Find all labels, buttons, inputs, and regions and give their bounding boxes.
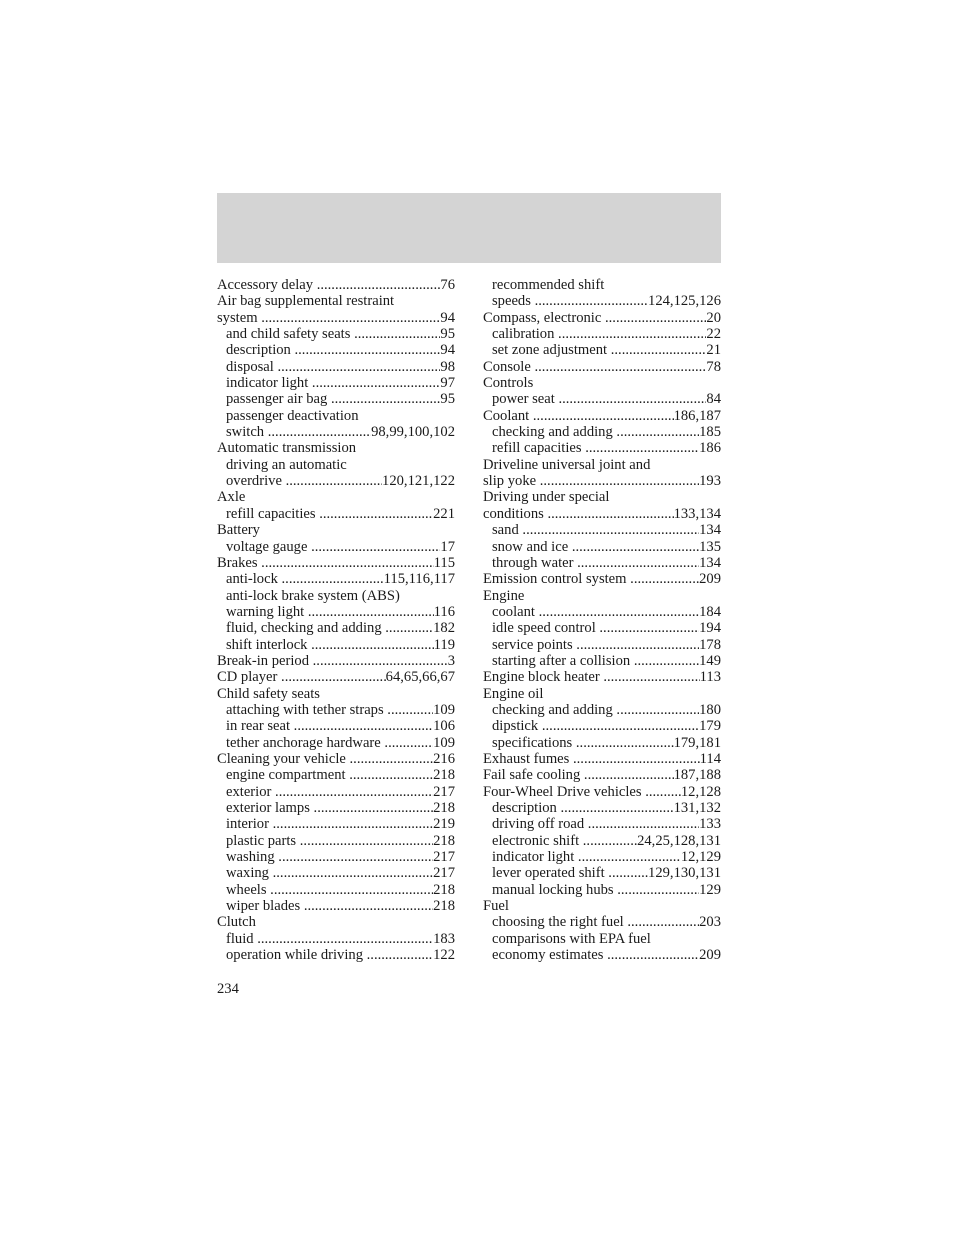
index-term: anti-lock ..... <box>226 571 384 587</box>
index-entry <box>217 669 455 685</box>
page-reference: 133 <box>699 816 721 833</box>
index-term: in rear seat ..... <box>226 718 433 734</box>
page-reference: 115 <box>433 554 455 571</box>
page-reference: 182 <box>433 620 455 637</box>
index-entry <box>483 784 721 800</box>
page-reference: 12,129 <box>680 849 721 866</box>
page-reference: 218 <box>433 881 455 898</box>
index-term: exterior ..... <box>226 784 433 800</box>
index-term: specifications ..... <box>492 735 674 751</box>
index-term: electronic shift ..... <box>492 833 637 849</box>
index-subentry <box>217 571 455 587</box>
index-subentry <box>217 408 455 424</box>
page-reference: 185 <box>699 424 721 441</box>
index-term: speeds ..... <box>492 293 648 309</box>
page-reference: 20 <box>706 309 721 326</box>
index-term: Engine oil <box>483 685 544 702</box>
index-subentry <box>483 914 721 930</box>
index-subentry <box>217 457 455 473</box>
index-subentry <box>217 833 455 849</box>
index-entry <box>483 506 721 522</box>
index-subentry <box>483 816 721 832</box>
index-subentry <box>483 522 721 538</box>
index-term: Driving under special <box>483 489 610 506</box>
index-subentry <box>483 718 721 734</box>
index-subentry <box>217 767 455 783</box>
index-term: operation while driving ..... <box>226 947 433 963</box>
index-subentry <box>483 555 721 571</box>
page-reference: 193 <box>699 473 721 490</box>
index-term: Fuel <box>483 898 509 915</box>
page-reference: 24,25,128,131 <box>637 832 721 849</box>
page-reference: 94 <box>440 342 455 359</box>
index-term: indicator light ..... <box>492 849 681 865</box>
page-reference: 95 <box>440 326 455 343</box>
index-term: wheels ..... <box>226 882 433 898</box>
page-reference: 84 <box>706 391 721 408</box>
page-reference: 179,181 <box>673 734 721 751</box>
index-subentry <box>217 702 455 718</box>
index-subentry <box>483 424 721 440</box>
page-reference: 98,99,100,102 <box>371 424 455 441</box>
index-subentry <box>217 816 455 832</box>
index-entry <box>483 489 721 505</box>
page-reference: 218 <box>433 767 455 784</box>
index-term: CD player ..... <box>217 669 386 685</box>
index-subentry <box>217 391 455 407</box>
index-term: Compass, electronic ..... <box>483 310 706 326</box>
index-term: idle speed control ..... <box>492 620 699 636</box>
index-entry <box>217 310 455 326</box>
index-entry <box>217 293 455 309</box>
index-term: service points ..... <box>492 637 699 653</box>
page-reference: 219 <box>433 816 455 833</box>
index-subentry <box>217 718 455 734</box>
index-subentry <box>217 637 455 653</box>
index-subentry <box>483 800 721 816</box>
index-entry <box>483 359 721 375</box>
index-subentry <box>217 342 455 358</box>
index-entry <box>483 751 721 767</box>
index-term: disposal ..... <box>226 359 440 375</box>
index-subentry <box>217 784 455 800</box>
index-subentry <box>483 293 721 309</box>
index-entry <box>483 588 721 604</box>
page-reference: 134 <box>699 522 721 539</box>
index-subentry <box>483 702 721 718</box>
page-reference: 129 <box>699 881 721 898</box>
page-reference: 95 <box>440 391 455 408</box>
page-reference: 64,65,66,67 <box>385 669 455 686</box>
index-entry <box>483 310 721 326</box>
index-term: lever operated shift ..... <box>492 865 648 881</box>
page-reference: 134 <box>699 554 721 571</box>
index-term: Air bag supplemental restraint <box>217 293 395 310</box>
index-entry <box>217 277 455 293</box>
page-reference: 120,121,122 <box>382 473 455 490</box>
index-term: switch ..... <box>226 424 371 440</box>
page-reference: 94 <box>440 309 455 326</box>
index-subentry <box>217 865 455 881</box>
index-term: economy estimates ..... <box>492 947 699 963</box>
index-subentry <box>483 931 721 947</box>
index-term: fluid ..... <box>226 931 433 947</box>
page-reference: 12,128 <box>680 783 721 800</box>
index-term: dipstick ..... <box>492 718 699 734</box>
index-entry <box>217 489 455 505</box>
index-term: description ..... <box>492 800 674 816</box>
index-term: overdrive ..... <box>226 473 382 489</box>
index-entry <box>483 686 721 702</box>
page-reference: 217 <box>433 783 455 800</box>
page-reference: 109 <box>433 734 455 751</box>
index-entry <box>483 767 721 783</box>
index-term: waxing ..... <box>226 865 433 881</box>
index-term: set zone adjustment ..... <box>492 342 706 358</box>
index-term: system ..... <box>217 310 440 326</box>
index-term: slip yoke ..... <box>483 473 699 489</box>
index-term: snow and ice ..... <box>492 539 699 555</box>
index-term: through water ..... <box>492 555 699 571</box>
index-term: voltage gauge ..... <box>226 539 440 555</box>
page-reference: 216 <box>433 750 455 767</box>
page-reference: 180 <box>699 701 721 718</box>
index-subentry <box>217 620 455 636</box>
page-reference: 124,125,126 <box>648 293 721 310</box>
page-reference: 22 <box>706 326 721 343</box>
index-column-left <box>217 277 455 963</box>
index-subentry <box>483 342 721 358</box>
page-reference: 78 <box>706 358 721 375</box>
index-term: interior ..... <box>226 816 433 832</box>
index-entry <box>217 653 455 669</box>
index-subentry <box>483 539 721 555</box>
page-reference: 21 <box>706 342 721 359</box>
index-term: engine compartment ..... <box>226 767 433 783</box>
index-subentry <box>483 620 721 636</box>
index-term: sand ..... <box>492 522 699 538</box>
page-reference: 3 <box>447 652 455 669</box>
page-reference: 209 <box>699 571 721 588</box>
index-entry <box>217 751 455 767</box>
page-reference: 109 <box>433 701 455 718</box>
page-reference: 129,130,131 <box>648 865 721 882</box>
index-subentry <box>217 326 455 342</box>
index-entry <box>217 914 455 930</box>
index-term: Cleaning your vehicle ..... <box>217 751 433 767</box>
index-term: description ..... <box>226 342 440 358</box>
index-entry <box>483 571 721 587</box>
index-term: conditions ..... <box>483 506 674 522</box>
index-entry <box>483 457 721 473</box>
index-term: calibration ..... <box>492 326 706 342</box>
index-term: Four-Wheel Drive vehicles ..... <box>483 784 681 800</box>
index-term: Console ..... <box>483 359 706 375</box>
index-term: manual locking hubs ..... <box>492 882 699 898</box>
index-entry <box>483 898 721 914</box>
index-term: refill capacities ..... <box>492 440 699 456</box>
index-entry <box>483 473 721 489</box>
index-term: recommended shift <box>492 277 605 293</box>
index-subentry <box>483 440 721 456</box>
index-subentry <box>483 653 721 669</box>
index-subentry <box>217 898 455 914</box>
index-subentry <box>483 882 721 898</box>
index-entry <box>483 375 721 391</box>
index-subentry <box>483 277 721 293</box>
page-reference: 106 <box>433 718 455 735</box>
page-reference: 203 <box>699 914 721 931</box>
index-term: Fail safe cooling ..... <box>483 767 674 783</box>
page-reference: 218 <box>433 832 455 849</box>
index-subentry <box>217 359 455 375</box>
page-reference: 217 <box>433 865 455 882</box>
index-term: checking and adding ..... <box>492 424 699 440</box>
index-term: warning light ..... <box>226 604 434 620</box>
index-term: comparisons with EPA fuel <box>492 930 651 947</box>
index-term: indicator light ..... <box>226 375 440 391</box>
page-reference: 209 <box>699 947 721 964</box>
index-subentry <box>217 931 455 947</box>
index-term: and child safety seats ..... <box>226 326 440 342</box>
page-reference: 76 <box>440 277 455 293</box>
index-term: Axle <box>217 489 246 506</box>
index-term: Break-in period ..... <box>217 653 448 669</box>
page-reference: 218 <box>433 800 455 816</box>
index-term: passenger air bag ..... <box>226 391 440 407</box>
index-term: tether anchorage hardware ..... <box>226 735 433 751</box>
index-subentry <box>217 473 455 489</box>
page-reference: 186 <box>699 440 721 457</box>
page-reference: 119 <box>433 636 455 653</box>
index-term: Emission control system ..... <box>483 571 699 587</box>
index-term: passenger deactivation <box>226 407 359 424</box>
page-reference: 186,187 <box>673 407 721 424</box>
page-reference: 133,134 <box>673 505 721 522</box>
page-reference: 115,116,117 <box>383 571 455 588</box>
index-entry <box>217 686 455 702</box>
page-reference: 218 <box>433 898 455 915</box>
index-subentry <box>217 604 455 620</box>
page-reference: 149 <box>699 652 721 669</box>
index-term: checking and adding ..... <box>492 702 699 718</box>
page-reference: 179 <box>699 718 721 735</box>
index-term: Exhaust fumes ..... <box>483 751 700 767</box>
index-term: Engine block heater ..... <box>483 669 700 685</box>
index-subentry <box>217 539 455 555</box>
page-reference: 221 <box>433 505 455 522</box>
index-term: Engine <box>483 587 525 604</box>
page-reference: 183 <box>433 930 455 947</box>
index-subentry <box>217 424 455 440</box>
index-entry <box>217 555 455 571</box>
index-subentry <box>483 326 721 342</box>
page-number: 234 <box>217 981 239 997</box>
index-subentry <box>217 947 455 963</box>
page-reference: 17 <box>440 538 455 555</box>
index-entry <box>483 408 721 424</box>
index-term: Child safety seats <box>217 685 320 702</box>
index-subentry <box>217 588 455 604</box>
page-reference: 178 <box>699 636 721 653</box>
index-subentry <box>217 800 455 816</box>
index-term: Automatic transmission <box>217 440 357 457</box>
index-subentry <box>483 849 721 865</box>
index-subentry <box>483 947 721 963</box>
index-term: attaching with tether straps ..... <box>226 702 433 718</box>
index-term: driving an automatic <box>226 456 347 473</box>
page-reference: 114 <box>699 750 721 767</box>
page-reference: 113 <box>699 669 721 686</box>
page-reference: 184 <box>699 603 721 620</box>
index-term: plastic parts ..... <box>226 833 433 849</box>
index-column-right <box>483 277 721 963</box>
index-term: fluid, checking and adding ..... <box>226 620 433 636</box>
index-subentry <box>483 865 721 881</box>
index-entry <box>217 440 455 456</box>
index-term: choosing the right fuel ..... <box>492 914 699 930</box>
page-reference: 194 <box>699 620 721 637</box>
index-subentry <box>483 391 721 407</box>
index-subentry <box>483 735 721 751</box>
index-term: coolant ..... <box>492 604 699 620</box>
page-reference: 122 <box>433 947 455 964</box>
page-reference: 116 <box>433 603 455 620</box>
index-term: exterior lamps ..... <box>226 800 433 816</box>
index-subentry <box>217 735 455 751</box>
index-subentry <box>483 604 721 620</box>
index-subentry <box>483 833 721 849</box>
index-entry <box>483 669 721 685</box>
page-reference: 217 <box>433 849 455 866</box>
index-term: Battery <box>217 522 260 539</box>
page-reference: 131,132 <box>673 800 721 816</box>
index-term: anti-lock brake system (ABS) <box>226 587 400 604</box>
index-term: driving off road ..... <box>492 816 699 832</box>
index-subentry <box>217 375 455 391</box>
index-subentry <box>483 637 721 653</box>
index-term: Coolant ..... <box>483 408 674 424</box>
index-term: Controls <box>483 375 534 392</box>
index-term: shift interlock ..... <box>226 637 434 653</box>
index-term: power seat ..... <box>492 391 706 407</box>
index-term: Brakes ..... <box>217 555 434 571</box>
index-term: Clutch <box>217 914 256 931</box>
index-term: starting after a collision ..... <box>492 653 699 669</box>
page-reference: 97 <box>440 375 455 392</box>
header-band <box>217 193 721 263</box>
index-term: wiper blades ..... <box>226 898 433 914</box>
index-subentry <box>217 506 455 522</box>
index-term: washing ..... <box>226 849 433 865</box>
index-subentry <box>217 849 455 865</box>
index-term: refill capacities ..... <box>226 506 433 522</box>
index-subentry <box>217 882 455 898</box>
page-reference: 135 <box>699 538 721 555</box>
index-term: Accessory delay ..... <box>217 277 440 293</box>
page-reference: 98 <box>440 358 455 375</box>
index-entry <box>217 522 455 538</box>
index-term: Driveline universal joint and <box>483 456 651 473</box>
page-reference: 187,188 <box>673 767 721 784</box>
